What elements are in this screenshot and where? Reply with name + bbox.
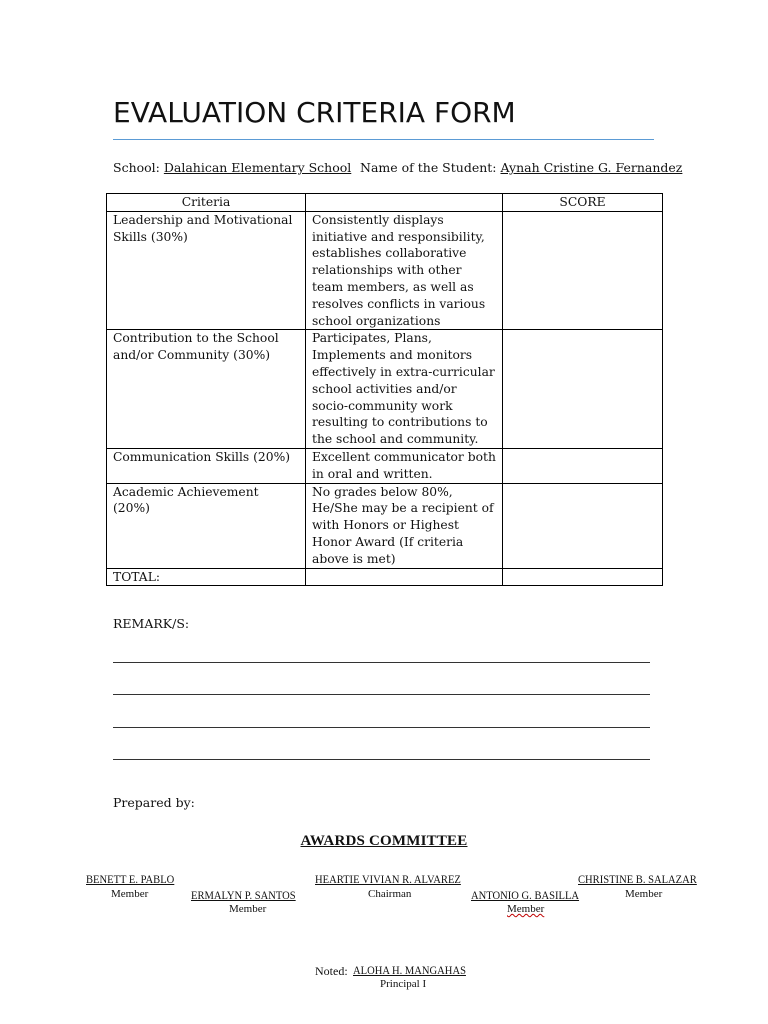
signatory-role: Member	[229, 903, 267, 915]
total-score-cell[interactable]	[503, 568, 663, 586]
header-criteria: Criteria	[107, 194, 306, 212]
header-score: SCORE	[503, 194, 663, 212]
principal-name: ALOHA H. MANGAHAS	[353, 963, 466, 977]
criteria-cell: Academic Achievement (20%)	[107, 483, 306, 568]
score-cell[interactable]	[503, 448, 663, 483]
signatory-role: Member	[625, 888, 663, 900]
table-header-row	[107, 194, 663, 212]
score-cell[interactable]	[503, 211, 663, 330]
title-underline	[113, 139, 654, 140]
description-cell: Excellent communicator both in oral and written.	[306, 448, 503, 483]
table-row	[107, 211, 663, 330]
header-description	[306, 194, 503, 212]
total-label: TOTAL:	[107, 568, 306, 586]
description-cell: Participates, Plans, Implements and monitors effectively in extra-curricular school activities and/or socio-community work resulting to contributions to the school and community.	[306, 330, 503, 449]
prepared-by-label: Prepared by:	[113, 795, 195, 810]
signatory-name: HEARTIE VIVIAN R. ALVAREZ	[315, 872, 461, 886]
student-field	[360, 160, 682, 175]
signatory-name: CHRISTINE B. SALAZAR	[578, 872, 697, 886]
form-title: EVALUATION CRITERIA FORM	[113, 96, 516, 129]
total-description-cell	[306, 568, 503, 586]
remark-line[interactable]	[113, 759, 650, 760]
criteria-table	[106, 193, 663, 586]
signatory-role: Chairman	[368, 888, 412, 900]
criteria-cell: Leadership and Motivational Skills (30%)	[107, 211, 306, 330]
principal-role: Principal I	[380, 978, 427, 990]
signatory-name: BENETT E. PABLO	[86, 872, 175, 886]
signatory-role: Member	[111, 888, 149, 900]
description-cell: No grades below 80%, He/She may be a recipient of with Honors or Highest Honor Award (If criteria above is met)	[306, 483, 503, 568]
table-row	[107, 483, 663, 568]
student-value: Aynah Cristine G. Fernandez	[500, 160, 683, 175]
description-cell: Consistently displays initiative and responsibility, establishes collaborative relationships with other team members, as well as resolves conflicts in various school organizations	[306, 211, 503, 330]
table-row	[107, 448, 663, 483]
signatory-role: Member	[507, 903, 545, 915]
total-row	[107, 568, 663, 586]
table-row	[107, 330, 663, 449]
noted-label: Noted:	[315, 964, 348, 978]
signatory-name: ANTONIO G. BASILLA	[471, 888, 580, 902]
school-label: School:	[113, 160, 164, 175]
signatory-name: ERMALYN P. SANTOS	[191, 888, 296, 902]
school-field	[113, 160, 351, 175]
criteria-cell: Contribution to the School and/or Community (30%)	[107, 330, 306, 449]
score-cell[interactable]	[503, 330, 663, 449]
remarks-label: REMARK/S:	[113, 616, 190, 631]
score-cell[interactable]	[503, 483, 663, 568]
criteria-cell: Communication Skills (20%)	[107, 448, 306, 483]
remark-line[interactable]	[113, 694, 650, 695]
student-label: Name of the Student:	[360, 160, 501, 175]
remark-line[interactable]	[113, 727, 650, 728]
committee-title: AWARDS COMMITTEE	[300, 833, 468, 849]
school-value: Dalahican Elementary School	[163, 160, 352, 175]
remark-line[interactable]	[113, 662, 650, 663]
